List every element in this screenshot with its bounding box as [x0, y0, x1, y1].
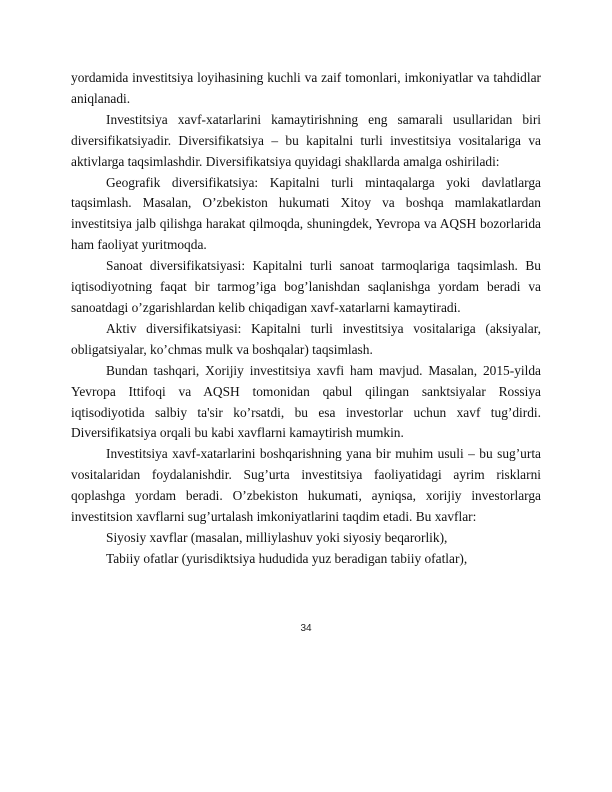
paragraph-diversification-intro: Investitsiya xavf-xatarlarini kamaytirishning eng samarali usullaridan biri diversifikatsiyadir. Diversifikatsiya – bu kapitalni turli investitsiya vositalariga va aktivlarga taqsimlashdir. Diversifikatsiya quyidagi shakllarda amalga oshiriladi: [71, 111, 541, 169]
list-item-political-risk: Siyosiy xavflar (masalan, milliylashuv yoki siyosiy beqarorlik), [106, 529, 448, 545]
list-item-natural-disasters: Tabiiy ofatlar (yurisdiktsiya hududida yuz beradigan tabiiy ofatlar), [106, 550, 468, 566]
paragraph-asset-diversification: Aktiv diversifikatsiyasi: Kapitalni turli investitsiya vositalariga (aksiyalar, obligatsiyalar, ko’chmas mulk va boshqalar) taqsimlash. [71, 320, 541, 357]
paragraph-continuation: yordamida investitsiya loyihasining kuchli va zaif tomonlari, imkoniyatlar va tahdidlar aniqlanadi. [71, 70, 541, 106]
paragraph-foreign-investment-risk: Bundan tashqari, Xorijiy investitsiya xavfi ham mavjud. Masalan, 2015-yilda Yevropa Ittifoqi va AQSH tomonidan qabul qilingan sanktsiyalar Rossiya iqtisodiyotida salbiy ta'sir ko’rsatdi, bu esa investorlar uchun xavf tug’dirdi. Diversifikatsiya orqali bu kabi xavflarni kamaytirish mumkin. [71, 362, 541, 441]
paragraph-insurance: Investitsiya xavf-xatarlarini boshqarishning yana bir muhim usuli – bu sug’urta vositalaridan foydalanishdir. Sug’urta investitsiya faoliyatidagi ayrim risklarni qoplashga yordam beradi. O’zbekiston hukumati, ayniqsa, xorijiy investorlarga investitsion xavflarni sug’urtalash imkoniyatlarini taqdim etadi. Bu xavflar: [71, 446, 541, 525]
document-body [71, 68, 541, 570]
page-number: 34 [300, 623, 312, 634]
paragraph-industry-diversification: Sanoat diversifikatsiyasi: Kapitalni turli sanoat tarmoqlariga taqsimlash. Bu iqtisodiyotning faqat bir tarmog’iga bog’lanishdan saqlanishga yordam beradi va sanoatdagi o’zgarishlardan kelib chiqadigan xavf-xatarlarni kamaytiradi. [71, 258, 541, 315]
paragraph-geographic-diversification: Geografik diversifikatsiya: Kapitalni turli mintaqalarga yoki davlatlarga taqsimlash. Masalan, O’zbekiston hukumati Xitoy va boshqa mamlakatlardan investitsiya jalb qilishga harakat qilmoqda, shuningdek, Yevropa va AQSH bozorlarida ham faoliyat yuritmoqda. [71, 174, 541, 253]
